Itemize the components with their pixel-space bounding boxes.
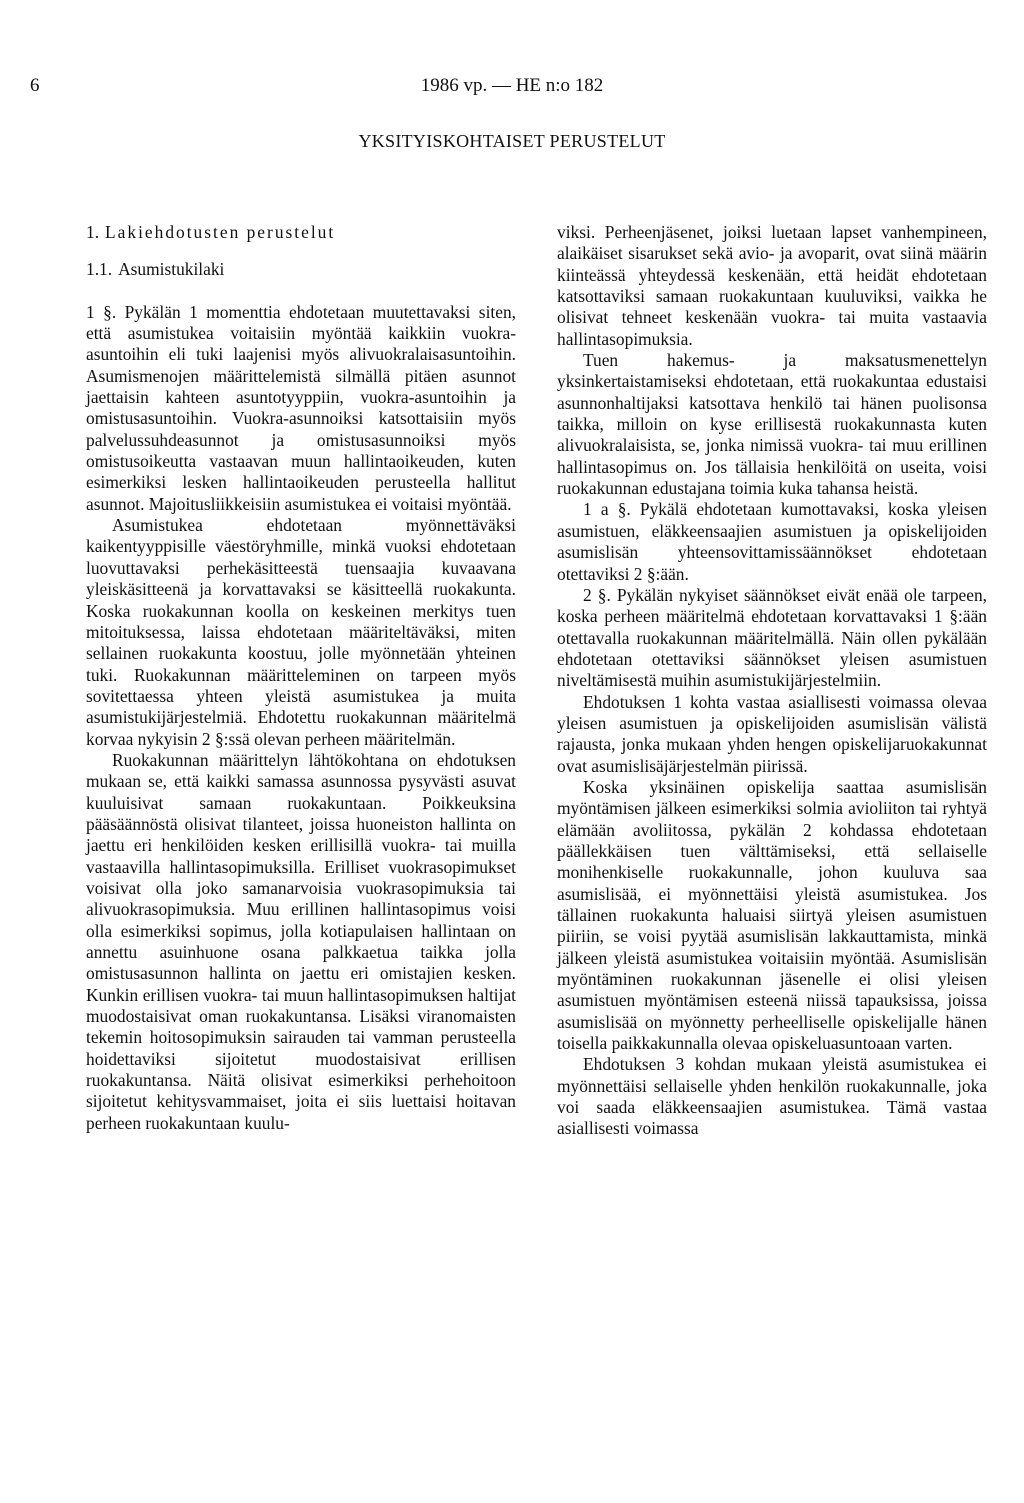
paragraph: 1 §. Pykälän 1 momenttia ehdotetaan muutettavaksi siten, että asumistukea voitaisiin myöntää kaikkiin vuokra-asuntoihin eli tuki laajenisi myös alivuokralaisasuntoihin. Asumismenojen määrittelemistä silmällä pitäen asunnot jaettaisin kahteen asuntotyyppiin, vuokra-asuntoihin ja omistusasuntoihin. Vuokra-asunnoiksi katsottaisiin myös palvelussuhdeasunnot ja omistusasunnoiksi myös omistusoikeutta vastaavan muun hallintaoikeuden, kuten esimerkiksi lesken hallintaoikeuden perusteella hallitut asunnot. Majoitusliikkeisiin asumistukea ei voitaisi myöntää. [86, 301, 516, 514]
section-title: YKSITYISKOHTAISET PERUSTELUT [358, 131, 666, 151]
heading-2-number: 1.1. [86, 259, 113, 280]
paragraph: Ehdotuksen 3 kohdan mukaan yleistä asumistukea ei myönnettäisi sellaiselle yhden henkilön ruokakunnalle, joka voi saada eläkkeensaajien asumistukea. Tämä vastaa asiallisesti voimassa [557, 1054, 987, 1139]
paragraph: Asumistukea ehdotetaan myönnettäväksi kaikentyyppisille väestöryhmille, minkä vuoksi ehdotetaan luovuttavaksi perhekäsitteestä tuensaajia kuvaavana yleiskäsitteenä ja korvattavaksi se käsitteellä ruokakunta. Koska ruokakunnan koolla on keskeinen merkitys tuen mitoituksessa, laissa ehdotetaan määriteltäväksi, miten sellainen ruokakunta koostuu, jolle myönnetään yhteinen tuki. Ruokakunnan määritteleminen on tarpeen myös sovitettaessa yhteen yleistä asumistukea ja muita asumistukijärjestelmiä. Ehdotettu ruokakunnan määritelmä korvaa nykyisin 2 §:ssä olevan perheen määritelmän. [86, 515, 516, 749]
heading-1-number: 1. [86, 222, 100, 242]
heading-lakiehdotusten-perustelut [86, 222, 516, 243]
paragraph: viksi. Perheenjäsenet, joiksi luetaan lapset vanhempineen, alaikäiset sisarukset sekä avio- ja avoparit, ovat siinä määrin kiinteässä yhteydessä keskenään, että heidät ehdotetaan katsottaviksi samaan ruokakuntaan kuuluviksi, vaikka he olisivat tehneet keskenään vuokra- tai muita vastaavia hallintasopimuksia. [557, 222, 987, 349]
running-header: 1986 vp. — HE n:o 182 [420, 75, 604, 96]
right-column [557, 222, 987, 1140]
paragraph: 2 §. Pykälän nykyiset säännökset eivät enää ole tarpeen, koska perheen määritelmä ehdotetaan korvattavaksi 1 §:ään otettavalla ruokakunnan määritelmällä. Näin ollen pykälään ehdotetaan otettaviksi säännökset yleisen asumistuen niveltämisestä muihin asumistukijärjestelmiin. [557, 584, 987, 691]
paragraph: Tuen hakemus- ja maksatusmenettelyn yksinkertaistamiseksi ehdotetaan, että ruokakuntaa edustaisi asunnonhaltijaksi katsottava henkilö tai hänen puolisonsa taikka, milloin on kyse erillisestä ruokakunnasta kuten alivuokralaisista, se, jonka nimissä vuokra- tai muu erillinen hallintasopimus on. Jos tällaisia henkilöitä on useita, voisi ruokakunnan edustajana toimia kuka tahansa heistä. [557, 350, 987, 499]
paragraph: 1 a §. Pykälä ehdotetaan kumottavaksi, koska yleisen asumistuen, eläkkeensaajien asumistuen ja opiskelijoiden asumislisän yhteensovittamissäännökset ehdotetaan otettaviksi 2 §:ään. [557, 499, 987, 584]
heading-1-text: Lakiehdotusten perustelut [105, 222, 336, 242]
paragraph: Ruokakunnan määrittelyn lähtökohtana on ehdotuksen mukaan se, että kaikki samassa asunnossa pysyvästi asuvat kuuluisivat samaan ruokakuntaan. Poikkeuksina pääsäännöstä olisivat tilanteet, joissa huoneiston hallinta on jaettu eri henkilöiden kesken erillisillä vuokra- tai muilla vastaavilla hallintasopimuksilla. Erilliset vuokrasopimukset voisivat olla joko samanarvoisia vuokrasopimuksia tai alivuokrasopimuksia. Muu erillinen hallintasopimus voisi olla esimerkiksi sopimus, jolla kotiapulaisen hallintaan on annettu asuinhuone osana palkkaetua taikka jolla omistusasunnon hallinta on jaettu eri omistajien kesken. Kunkin erillisen vuokra- tai muun hallintasopimuksen haltijat muodostaisivat oman ruokakuntansa. Lisäksi viranomaisten tekemin hoitosopimuksin sairauden tai vamman perusteella hoidettaviksi sijoitetut muodostaisivat erillisen ruokakuntansa. Näitä olisivat esimerkiksi perhehoitoon sijoitetut kehitysvammaiset, joita ei siis luettaisi hoitavan perheen ruokakuntaan kuulu- [86, 749, 516, 1133]
page-number: 6 [30, 75, 40, 96]
heading-2-text: Asumistukilaki [118, 259, 225, 280]
paragraph: Ehdotuksen 1 kohta vastaa asiallisesti voimassa olevaa yleisen asumistuen ja opiskelijoiden asumislisän välistä rajausta, jonka mukaan yhden hengen opiskelijaruokakunnat ovat asumislisäjärjestelmän piirissä. [557, 691, 987, 776]
heading-asumistukilaki [86, 259, 516, 280]
paragraph: Koska yksinäinen opiskelija saattaa asumislisän myöntämisen jälkeen esimerkiksi solmia avioliiton tai ryhtyä elämään avoliitossa, pykälän 2 kohdassa ehdotetaan päällekkäisen tuen välttämiseksi, että sellaiselle monihenkiselle ruokakunnalle, johon kuuluva saa asumislisää, ei myönnettäisi yleistä asumistukea. Jos tällainen ruokakunta haluaisi siirtyä yleisen asumistuen piiriin, se voisi pyytää asumislisän lakkauttamista, minkä jälkeen yleistä asumistukea voitaisiin myöntää. Asumislisän myöntäminen ruokakunnan jäsenelle ei olisi yleisen asumistuen myöntämisen esteenä niissä tapauksissa, joissa asumislisää on myönnetty perheelliselle opiskelijalle hänen toisella paikkakunnalla olevaa opiskeluasuntoaan varten. [557, 776, 987, 1054]
left-column [86, 222, 516, 1134]
